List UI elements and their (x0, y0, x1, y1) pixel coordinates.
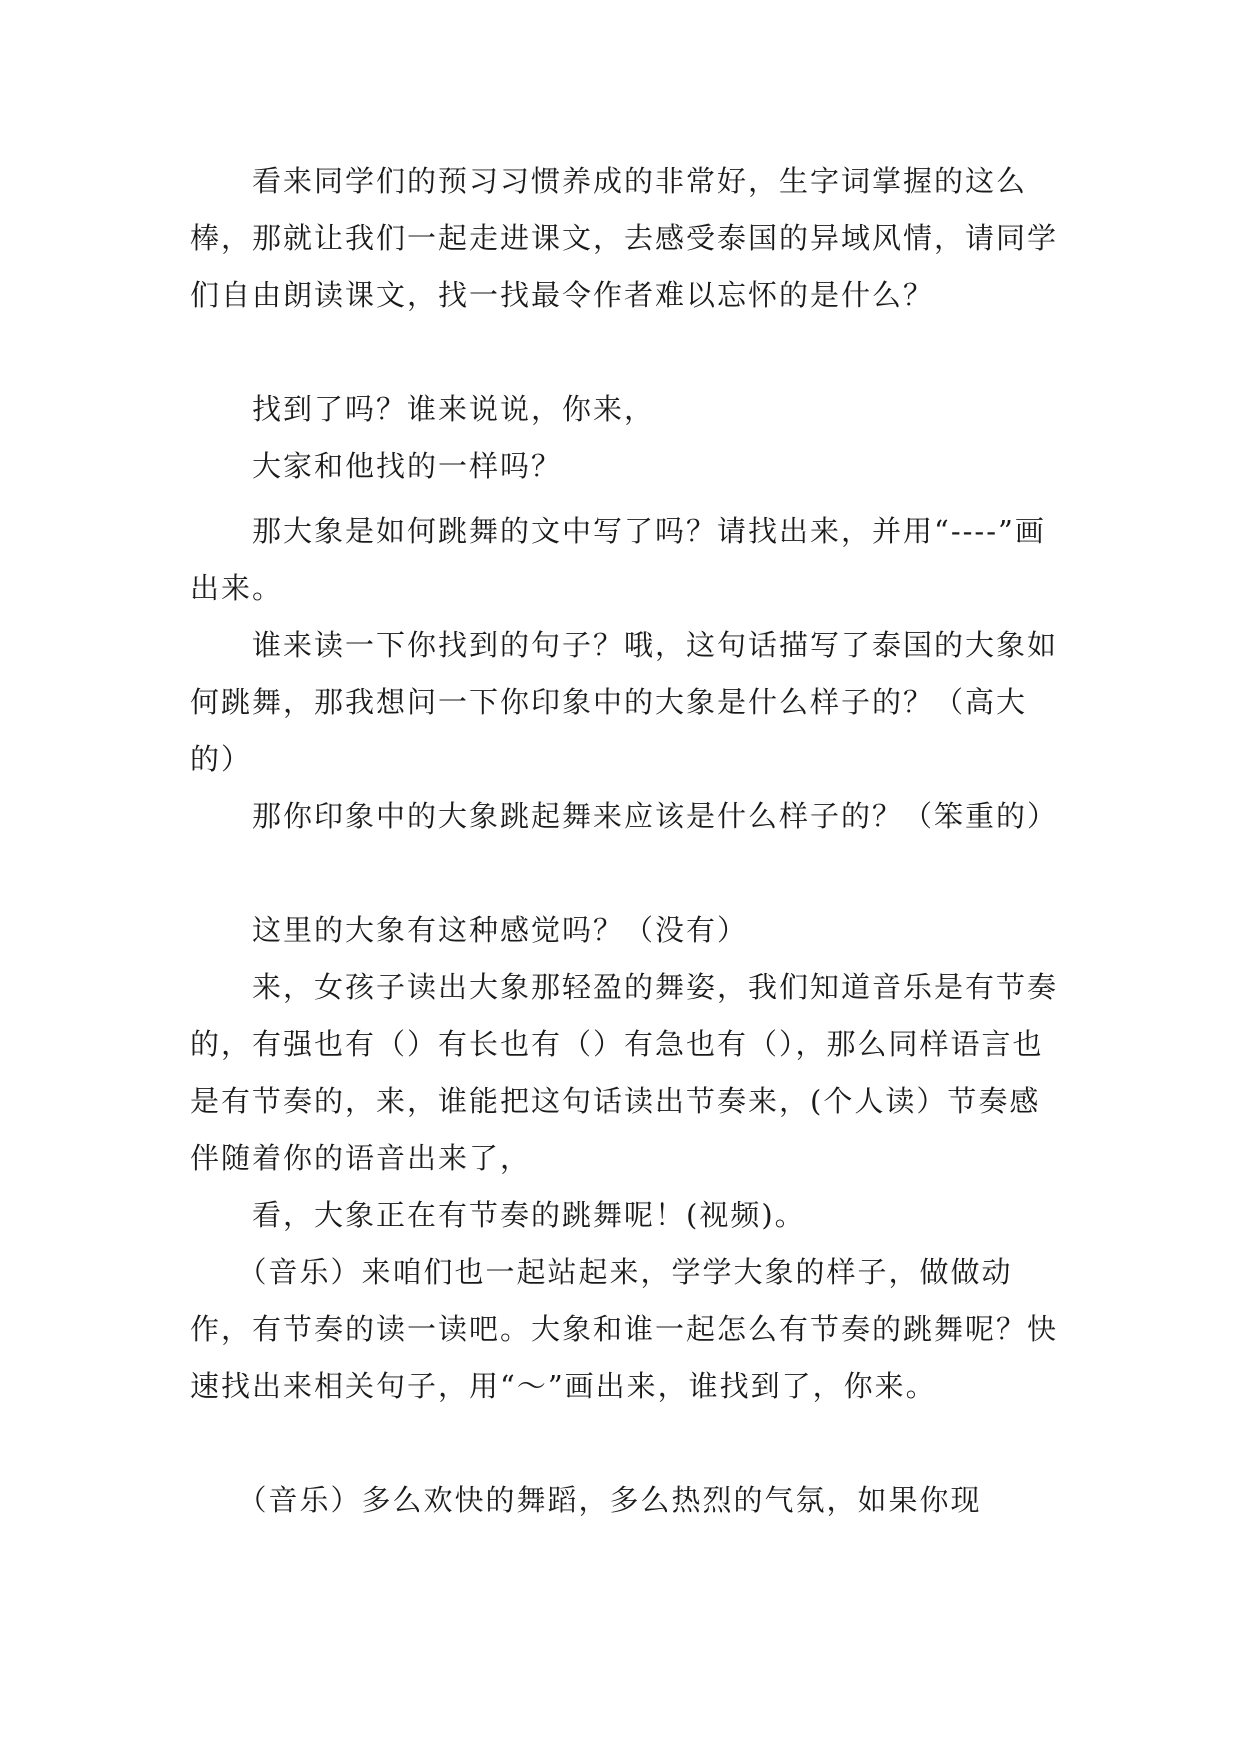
paragraph: （音乐）多么欢快的舞蹈，多么热烈的气氛，如果你现 (190, 1483, 982, 1517)
paragraph: 那大象是如何跳舞的文中写了吗？请找出来，并用“----”画出来。 (190, 514, 1046, 605)
paragraph: 找到了吗？谁来说说，你来， (190, 392, 656, 426)
paragraph: 那你印象中的大象跳起舞来应该是什么样子的？（笨重的） (190, 799, 1059, 833)
paragraph: 看，大象正在有节奏的跳舞呢！(视频)。 (190, 1198, 806, 1232)
paragraph: 谁来读一下你找到的句子？哦，这句话描写了泰国的大象如何跳舞，那我想问一下你印象中的大象是什么样子的？（高大的） (190, 628, 1059, 776)
paragraph: 来，女孩子读出大象那轻盈的舞姿，我们知道音乐是有节奏的，有强也有（）有长也有（）有急也有（），那么同样语言也是有节奏的，来，谁能把这句话读出节奏来，(个人读）节奏感伴随着你的语音出来了， (190, 970, 1059, 1175)
paragraph: （音乐）来咱们也一起站起来，学学大象的样子，做做动作，有节奏的读一读吧。大象和谁一起怎么有节奏的跳舞呢？快速找出来相关句子，用“～”画出来，谁找到了，你来。 (190, 1255, 1059, 1403)
paragraph: 这里的大象有这种感觉吗？（没有） (190, 913, 749, 947)
paragraph: 大家和他找的一样吗？ (190, 449, 563, 483)
paragraph: 看来同学们的预习习惯养成的非常好，生字词掌握的这么棒，那就让我们一起走进课文，去感受泰国的异域风情，请同学们自由朗读课文，找一找最令作者难以忘怀的是什么？ (190, 164, 1059, 312)
